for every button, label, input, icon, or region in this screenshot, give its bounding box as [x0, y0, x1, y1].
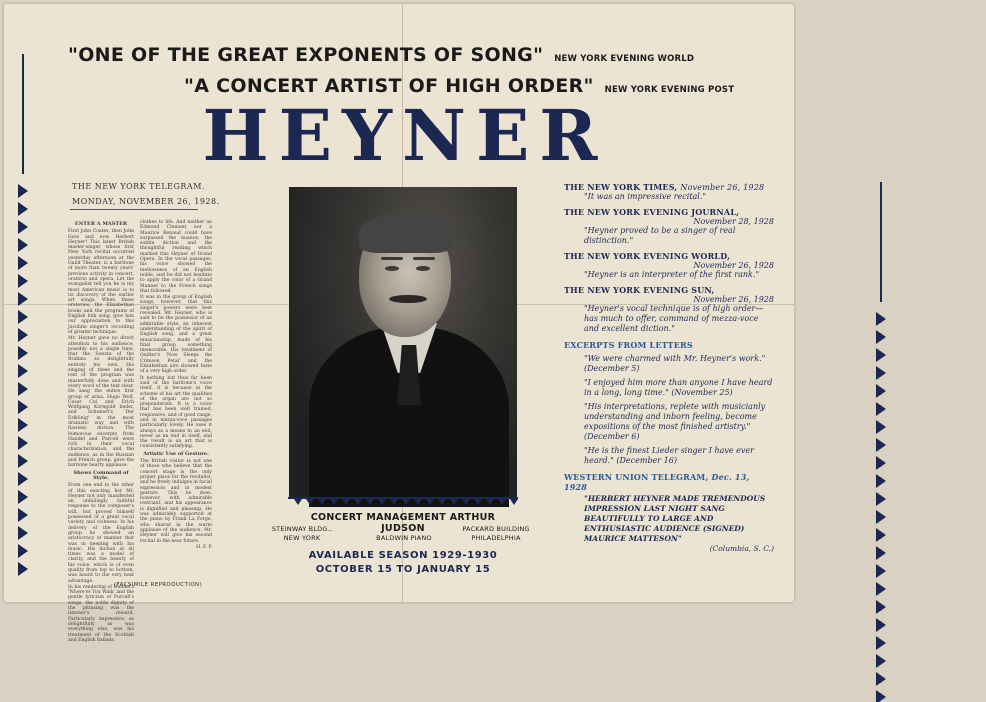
season-availability	[289, 549, 517, 577]
excerpt-date: (December 5)	[584, 364, 640, 373]
quote-2-text: "A CONCERT ARTIST OF HIGH ORDER"	[184, 75, 594, 97]
deco-triangle	[294, 499, 302, 505]
border-triangle	[876, 672, 886, 686]
border-triangle	[18, 328, 28, 342]
article-paragraph: The British visitor is not one of those who believe that the concert stage is the only proper place for the recitalist, and he freely indulges in facial expression and in modest gesture. This he does, however, with admirable restraint, and his appearance is dignified and pleasing. He was admirably supported at the piano by Frank La Forge, who shared in the warm applause of the audience. Mr. Heyner will give his second recital in the near future.	[140, 459, 212, 544]
border-triangle	[876, 690, 886, 702]
review-date: November 26, 1928	[693, 295, 774, 304]
border-triangle	[876, 546, 886, 560]
address-right-line-2: PHILADELPHIA	[471, 534, 521, 542]
border-triangle	[876, 456, 886, 470]
border-triangle	[18, 202, 28, 216]
border-triangle	[876, 564, 886, 578]
border-triangle	[876, 474, 886, 488]
border-triangle	[18, 454, 28, 468]
border-triangle	[18, 544, 28, 558]
border-triangle	[18, 256, 28, 270]
excerpts-heading: EXCERPTS FROM LETTERS	[564, 340, 693, 350]
border-triangle	[18, 490, 28, 504]
border-triangle	[876, 582, 886, 596]
review-item	[564, 182, 774, 202]
review-date: November 26, 1928	[693, 261, 774, 270]
telegram-rule	[70, 209, 198, 210]
facsimile-note: (FACSIMILE REPRODUCTION)	[114, 582, 203, 588]
right-triangle-border	[776, 182, 986, 702]
excerpt-date: (November 25)	[671, 388, 733, 397]
excerpt-item	[564, 446, 774, 466]
review-quote: "Heyner's vocal technique is of high order—has much to offer, command of mezza-voce and excellent diction."	[584, 304, 764, 333]
excerpt-date: (December 16)	[616, 456, 677, 465]
quote-1-text: "ONE OF THE GREAT EXPONENTS OF SONG"	[68, 44, 544, 66]
address-left-line-1: STEINWAY BLDG.,	[271, 525, 333, 533]
article-paragraph: It nothing but thus far been said of the baritone's voice itself, it is because in the scheme of his art the qualities of the organ are not so preponderant. It is a voice that has been well trained, responsive, and of good range, and in mezza-voce passages particularly lovely. He uses it always as a means to an end, never as an end in itself, and the result is an art that is consistently satisfying.	[140, 375, 212, 450]
quote-2-source: NEW YORK EVENING POST	[604, 85, 735, 95]
season-line-2: OCTOBER 15 TO JANUARY 15	[315, 564, 491, 575]
border-triangle	[18, 508, 28, 522]
border-triangle	[18, 364, 28, 378]
review-publication: THE NEW YORK EVENING WORLD,	[564, 251, 731, 261]
excerpt-item	[564, 354, 774, 374]
deco-triangle	[366, 499, 374, 505]
article-paragraph: Mr. Heyner gave no direct attention to his audience, possibly not a single time, that the Sonata of the Brahms so delightfully entirely his own. His singing of these and the rest of the program was masterfully done and with every word of the text clear. He sang the entire first group of arias, Hugo Wolf, Cesar Cui and Erich Wolfgang Korngold lieder, and Schubert's 'Der Erlkönig' in the most dramatic way and with flawless diction. The humorous excerpts from Handel and Purcell were rich in their vocal characterization, and the audience, as in the Russian and French group, gave the baritone hearty applause.	[68, 336, 134, 469]
review-date: November 26, 1928	[680, 183, 765, 192]
western-union-text: "HERBERT HEYNER MADE TREMENDOUS IMPRESSION LAST NIGHT SANG BEAUTIFULLY TO LARGE AND ENTHUSIASTIC AUDIENCE (SIGNED) MAURICE MATTESON"	[584, 494, 766, 543]
deco-triangle	[402, 499, 410, 505]
western-union-heading	[564, 472, 774, 492]
review-item	[564, 251, 774, 280]
deco-triangle	[414, 499, 422, 505]
decorative-border	[288, 497, 518, 505]
deco-triangle	[378, 499, 386, 505]
deco-triangle	[342, 499, 350, 505]
article-heading: ENTER A MASTER	[74, 221, 128, 227]
article-subheading: Artistic Use of Gesture.	[143, 450, 209, 457]
article-signature: H. F. P.	[196, 544, 212, 550]
border-triangle	[876, 330, 886, 344]
left-triangle-border	[18, 54, 28, 574]
address-left	[262, 525, 342, 543]
excerpt-text: "He is the finest Lieder singer I have ever heard."	[584, 446, 754, 465]
deco-triangle	[318, 499, 326, 505]
article-paragraph: In his rendering of Handel's 'Where'er You Walk' and the gentle lyricism of Purcell's songs, the noble dignity of the phrasing was the listener's reward. Particularly impressive, as delightfully as was everything else, was his treatment of the Scottish and English ballads.	[68, 584, 134, 643]
border-triangle	[18, 310, 28, 324]
piano-sponsor: BALDWIN PIANO	[376, 534, 432, 542]
border-triangle	[18, 382, 28, 396]
border-triangle	[876, 402, 886, 416]
border-triangle	[876, 528, 886, 542]
season-line-1: AVAILABLE SEASON 1929-1930	[308, 550, 498, 561]
border-triangle	[876, 654, 886, 668]
review-publication: THE NEW YORK TIMES,	[564, 182, 678, 192]
deco-triangle	[474, 499, 482, 505]
border-triangle	[876, 636, 886, 650]
excerpt-item	[564, 378, 774, 398]
border-triangle	[876, 312, 886, 326]
article-paragraph: It was in the group of English songs, however, that this singer's powers were best revealed. Mr. Heyner, who is said to be the possessor of an admirable style, an inherent understanding of the spirit of English song, and a great musicianship, made of his final group something memorable. His treatment of Quilter's 'Now Sleeps the Crimson Petal' and the Elizabethan airs showed taste of a very high order.	[140, 295, 212, 375]
article-subheading: Shows Command of Style.	[73, 469, 129, 481]
border-triangle	[18, 292, 28, 306]
border-triangle	[18, 238, 28, 252]
deco-triangle	[498, 499, 506, 505]
border-triangle	[18, 274, 28, 288]
portrait-photo	[289, 187, 517, 497]
review-date: November 28, 1928	[693, 217, 774, 226]
review-quote: "Heyner is an interpreter of the first rank."	[584, 270, 760, 279]
address-right	[446, 525, 546, 543]
telegram-date: MONDAY, NOVEMBER 26, 1928.	[72, 197, 220, 206]
border-triangle	[876, 420, 886, 434]
border-triangle	[876, 510, 886, 524]
border-triangle	[18, 346, 28, 360]
deco-triangle	[306, 499, 314, 505]
deco-triangle	[438, 499, 446, 505]
border-triangle	[876, 438, 886, 452]
excerpt-text: "His interpretations, replete with musicianly understanding and inborn feeling, become expositions of the most finished artistry."	[584, 402, 766, 431]
address-right-line-1: PACKARD BUILDING	[462, 525, 530, 533]
border-triangle	[18, 436, 28, 450]
management-title: CONCERT MANAGEMENT ARTHUR JUDSON	[310, 512, 496, 534]
excerpt-text: "We were charmed with Mr. Heyner's work."	[584, 354, 766, 363]
excerpt-date: (December 6)	[584, 432, 640, 441]
border-triangle	[18, 472, 28, 486]
border-triangle	[876, 492, 886, 506]
review-quote: "Heyner proved to be a singer of real distinction."	[584, 226, 736, 245]
article-paragraph: clothes to life. And neither an Edmond Clement nor a Maurice Renaud could have surpassed the nuance, the subtle diction and the thoughtful reading which marked this Heyner of Grand Opera. In the vocal passages, his voice showed the mellowness of an English noble, and he did not hesitate to apply the color of a Grand Manner to the French songs that followed.	[140, 220, 212, 294]
border-triangle	[18, 562, 28, 576]
border-triangle	[876, 600, 886, 614]
border-triangle	[18, 400, 28, 414]
western-union-title: WESTERN UNION TELEGRAM,	[564, 472, 709, 482]
deco-triangle	[450, 499, 458, 505]
poster	[4, 4, 794, 643]
deco-triangle	[486, 499, 494, 505]
headline-quote-1	[68, 44, 694, 66]
western-union-date: Dec. 13, 1928	[564, 472, 750, 492]
address-left-line-2: NEW YORK	[283, 534, 321, 542]
deco-triangle	[330, 499, 338, 505]
deco-triangle	[390, 499, 398, 505]
border-triangle	[18, 184, 28, 198]
article-paragraph: First John Coates, then John Goss and now Herbert Heyner! This latest British master-singer, whose first New York recital occurred yesterday afternoon at the Guild Theater, is a baritone of more than twenty years' previous activity in concert, oratorio and opera. Let the evangelist tell you he is my most American music is to its discovery of the earlier art songs. When these oratories, the Elizabethan books and the programs of English folk song, give him our appreciation to this Jacobite singer's recording of greater technique.	[68, 229, 134, 335]
review-publication: THE NEW YORK EVENING SUN,	[564, 285, 715, 295]
excerpt-text: "I enjoyed him more than anyone I have heard in a long, long time."	[584, 378, 773, 397]
review-item	[564, 285, 774, 334]
article-column-1	[68, 220, 134, 643]
quote-1-source: NEW YORK EVENING WORLD	[554, 54, 695, 64]
review-item	[564, 207, 774, 246]
review-quote: "It was an impressive recital."	[584, 192, 707, 201]
excerpt-item	[564, 402, 774, 442]
border-triangle	[18, 418, 28, 432]
article-column-2	[140, 220, 212, 580]
article-paragraph: From one end to the other of this exacting list Mr. Heyner not only manifested an unfailingly faithful response to the composer's will, but proved himself possessed of a great vocal variety and richness. In his delivery of the English group he showed an aristocracy of manner that was in keeping with his music. His diction at all times was a model of clarity, and the beauty of his voice, which is of even quality from top to bottom, was heard to the very best advantage.	[68, 483, 134, 584]
border-triangle	[18, 220, 28, 234]
border-triangle	[18, 526, 28, 540]
border-triangle	[876, 366, 886, 380]
border-triangle	[876, 348, 886, 362]
reviews-column	[564, 182, 774, 553]
deco-triangle	[462, 499, 470, 505]
border-triangle	[876, 384, 886, 398]
deco-triangle	[510, 499, 518, 505]
western-union-place: (Columbia, S. C.)	[709, 544, 774, 553]
deco-triangle	[354, 499, 362, 505]
border-triangle	[876, 618, 886, 632]
deco-triangle	[426, 499, 434, 505]
review-publication: THE NEW YORK EVENING JOURNAL,	[564, 207, 740, 217]
telegram-masthead: THE NEW YORK TELEGRAM.	[72, 182, 205, 191]
artist-name: HEYNER	[202, 94, 608, 177]
